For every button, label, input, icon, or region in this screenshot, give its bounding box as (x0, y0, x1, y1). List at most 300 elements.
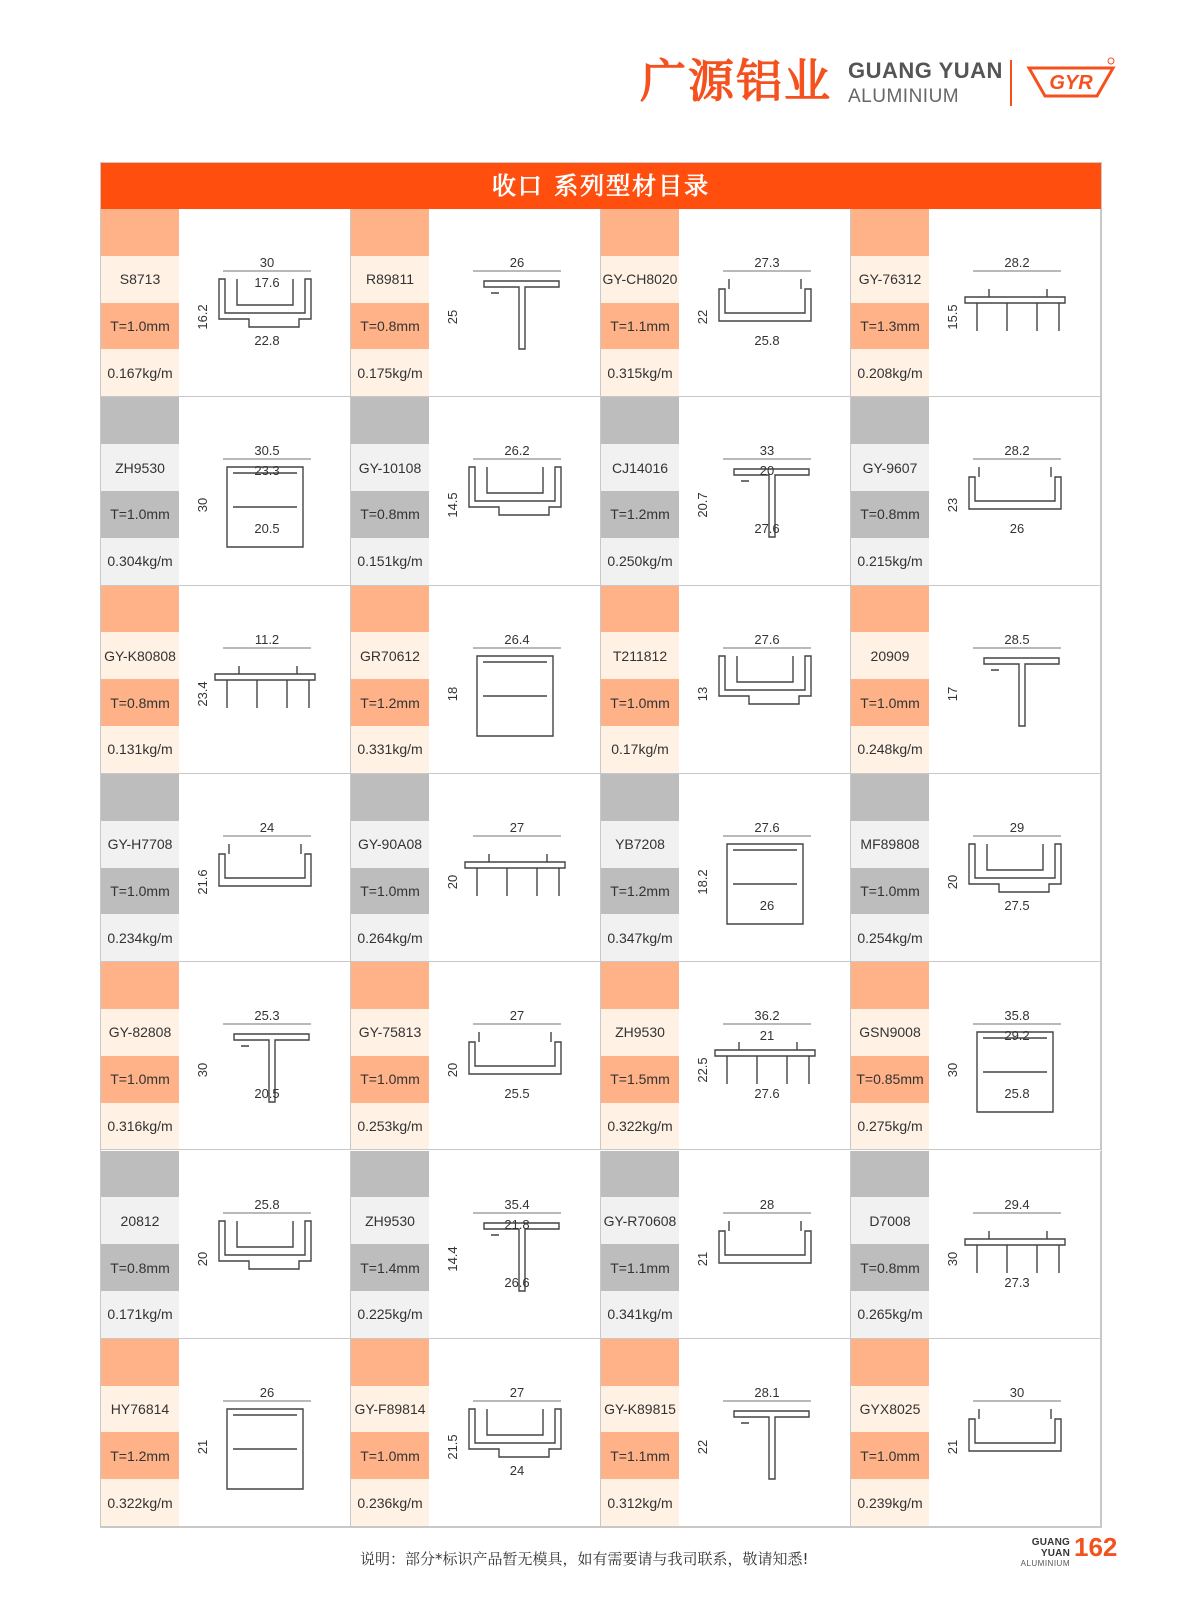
profile-drawing (179, 1151, 351, 1338)
profile-info (101, 962, 179, 1149)
brand-logo-icon (1025, 56, 1117, 106)
profile-info (851, 1339, 929, 1526)
profile-drawing (429, 209, 601, 396)
dimension-label: 25.8 (254, 1196, 280, 1212)
dimension-label: 13 (695, 686, 710, 701)
color-band (851, 1339, 929, 1386)
profile-info (601, 1151, 679, 1338)
profile-info (601, 586, 679, 773)
profile-section-icon (929, 962, 1101, 1150)
dimension-label: 25.8 (1004, 1086, 1030, 1102)
profile-code: GY-9607 (851, 444, 929, 491)
dimension-label: 20 (759, 463, 775, 479)
color-band (601, 209, 679, 256)
profile-thickness: T=1.0mm (101, 1056, 179, 1103)
profile-info (101, 1151, 179, 1338)
profile-drawing (929, 586, 1101, 773)
profile-section-icon (929, 586, 1101, 774)
profile-thickness: T=1.0mm (101, 303, 179, 350)
profile-thickness: T=1.0mm (601, 679, 679, 726)
footer-brand (1000, 1537, 1070, 1568)
profile-thickness: T=1.0mm (351, 868, 429, 915)
profile-drawing (929, 1151, 1101, 1338)
profile-drawing (429, 1151, 601, 1338)
brand-name-cn: 广源铝业 (640, 54, 832, 108)
dimension-label: 21 (945, 1439, 960, 1455)
color-band (601, 397, 679, 444)
profile-drawing (679, 209, 851, 396)
profile-weight: 0.167kg/m (101, 349, 179, 396)
profile-outline (215, 666, 315, 708)
profile-cell (601, 962, 851, 1150)
dimension-label: 28 (759, 1196, 775, 1212)
profile-weight: 0.254kg/m (851, 914, 929, 961)
dimension-label: 21 (759, 1028, 775, 1044)
profile-code: GY-H7708 (101, 821, 179, 868)
profile-weight: 0.316kg/m (101, 1103, 179, 1150)
profile-weight: 0.253kg/m (351, 1103, 429, 1150)
catalog-title: 收口 系列型材目录 (101, 163, 1101, 209)
profile-drawing (179, 586, 351, 773)
profile-thickness: T=1.1mm (601, 1432, 679, 1479)
profile-code: GY-10108 (351, 444, 429, 491)
profile-thickness: T=1.2mm (601, 491, 679, 538)
dimension-label: 20 (445, 1062, 460, 1078)
profile-code: R89811 (351, 256, 429, 303)
dimension-label: 26.2 (504, 443, 530, 459)
profile-weight: 0.248kg/m (851, 726, 929, 773)
profile-weight: 0.264kg/m (351, 914, 429, 961)
dimension-label: 20.5 (254, 521, 280, 537)
color-band (351, 1339, 429, 1386)
profile-drawing (679, 962, 851, 1149)
page-number: 162 (1074, 1532, 1118, 1562)
profile-section-icon (429, 1339, 601, 1527)
dimension-label: 27.3 (754, 255, 780, 270)
profile-section-icon (929, 209, 1101, 397)
dimension-label: 27.6 (754, 521, 780, 537)
profile-weight: 0.17kg/m (601, 726, 679, 773)
profile-weight: 0.225kg/m (351, 1291, 429, 1338)
dimension-label: 25.5 (504, 1086, 530, 1102)
profile-cell (351, 962, 601, 1150)
profile-weight: 0.171kg/m (101, 1291, 179, 1338)
profile-drawing (679, 774, 851, 961)
profile-thickness: T=1.2mm (601, 868, 679, 915)
dimension-label: 36.2 (754, 1008, 780, 1024)
dimension-label: 22.8 (254, 333, 280, 348)
profile-cell (851, 209, 1101, 397)
profile-info (851, 774, 929, 961)
profile-drawing (179, 962, 351, 1149)
dimension-label: 27 (509, 1008, 525, 1024)
dimension-label: 20.7 (695, 492, 710, 518)
profile-code: HY76814 (101, 1386, 179, 1433)
profile-outline (484, 281, 559, 349)
profile-outline (965, 289, 1065, 331)
profile-outline (219, 1221, 311, 1269)
profile-drawing (429, 962, 601, 1149)
color-band (851, 1151, 929, 1198)
dimension-label: 30 (945, 1062, 960, 1078)
color-band (101, 774, 179, 821)
dimension-label: 22.5 (695, 1057, 710, 1083)
profile-drawing (429, 774, 601, 961)
profile-thickness: T=0.8mm (101, 679, 179, 726)
dimension-label: 11.2 (254, 631, 280, 647)
profile-weight: 0.312kg/m (601, 1479, 679, 1526)
profile-outline (984, 658, 1059, 726)
profile-cell (101, 397, 351, 585)
profile-outline (719, 656, 811, 704)
dimension-label: 30 (195, 498, 210, 513)
dimension-label: 26 (1009, 521, 1025, 537)
profile-info (851, 1151, 929, 1338)
profile-thickness: T=1.5mm (601, 1056, 679, 1103)
profile-thickness: T=0.8mm (851, 491, 929, 538)
dimension-label: 18 (445, 686, 460, 701)
profile-info (601, 397, 679, 584)
profile-info (351, 1151, 429, 1338)
profile-thickness: T=1.0mm (851, 868, 929, 915)
profile-thickness: T=1.0mm (351, 1056, 429, 1103)
dimension-label: 17 (945, 686, 960, 701)
profile-weight: 0.208kg/m (851, 349, 929, 396)
dimension-label: 23.4 (195, 680, 210, 707)
color-band (601, 1151, 679, 1198)
profile-thickness: T=1.0mm (351, 1432, 429, 1479)
profile-cell (351, 586, 601, 774)
profile-code: GY-90A08 (351, 821, 429, 868)
dimension-label: 21 (695, 1251, 710, 1266)
color-band (351, 774, 429, 821)
dimension-label: 35.8 (1004, 1008, 1030, 1024)
profile-weight: 0.234kg/m (101, 914, 179, 961)
profile-code: S8713 (101, 256, 179, 303)
profile-cell (851, 962, 1101, 1150)
profile-section-icon (929, 397, 1101, 585)
profile-section-icon (679, 586, 851, 774)
profile-drawing (929, 962, 1101, 1149)
profile-cell (601, 1151, 851, 1339)
profile-cell (101, 962, 351, 1150)
dimension-label: 27.6 (754, 1086, 780, 1102)
dimension-label: 29 (1009, 819, 1025, 835)
profile-code: CJ14016 (601, 444, 679, 491)
profile-cell (351, 774, 601, 962)
dimension-label: 24 (509, 1462, 525, 1478)
profile-info (351, 397, 429, 584)
profile-drawing (929, 774, 1101, 961)
dimension-label: 28.1 (754, 1384, 780, 1400)
dimension-label: 28.5 (1004, 631, 1030, 647)
profile-code: 20909 (851, 632, 929, 679)
profile-weight: 0.131kg/m (101, 726, 179, 773)
profile-section-icon (679, 1151, 851, 1339)
profile-cell (101, 774, 351, 962)
profile-cell (351, 397, 601, 585)
dimension-label: 23 (945, 498, 960, 513)
profile-info (101, 774, 179, 961)
profile-drawing (429, 1339, 601, 1526)
profile-info (101, 1339, 179, 1526)
profile-code: GY-K80808 (101, 632, 179, 679)
color-band (851, 962, 929, 1009)
dimension-label: 27.6 (754, 819, 780, 835)
dimension-label: 21.5 (445, 1434, 460, 1460)
dimension-label: 33 (759, 443, 775, 459)
profile-section-icon (179, 962, 351, 1150)
profile-cell (601, 1339, 851, 1527)
profile-info (851, 209, 929, 396)
dimension-label: 18.2 (695, 869, 710, 895)
brand-name-en-line2: ALUMINIUM (848, 86, 960, 107)
profile-weight: 0.215kg/m (851, 538, 929, 585)
profile-outline (969, 467, 1061, 509)
profile-section-icon (179, 1151, 351, 1339)
dimension-label: 27 (509, 819, 525, 835)
profile-cell (351, 1151, 601, 1339)
color-band (851, 397, 929, 444)
profile-cell (601, 397, 851, 585)
dimension-label: 30.5 (254, 443, 280, 459)
profile-thickness: T=1.1mm (601, 1244, 679, 1291)
color-band (351, 397, 429, 444)
profile-section-icon (179, 397, 351, 585)
color-band (101, 1339, 179, 1386)
color-band (101, 586, 179, 633)
dimension-label: 30 (1009, 1384, 1025, 1400)
dimension-label: 27 (509, 1384, 525, 1400)
profile-code: ZH9530 (601, 1009, 679, 1056)
profile-cell (351, 1339, 601, 1527)
profile-outline (469, 1409, 561, 1457)
profile-section-icon (429, 962, 601, 1150)
profile-weight: 0.175kg/m (351, 349, 429, 396)
profile-outline (477, 656, 553, 736)
footer-brand-line1: GUANG YUAN (1031, 1537, 1070, 1559)
profile-info (601, 774, 679, 961)
profile-info (101, 397, 179, 584)
color-band (601, 1339, 679, 1386)
profile-drawing (179, 774, 351, 961)
dimension-label: 20 (445, 874, 460, 890)
dimension-label: 25.8 (754, 333, 780, 348)
dimension-label: 21.6 (195, 869, 210, 895)
profile-info (351, 1339, 429, 1526)
profile-drawing (679, 586, 851, 773)
color-band (351, 209, 429, 256)
profile-section-icon (179, 586, 351, 774)
profile-code: YB7208 (601, 821, 679, 868)
dimension-label: 26.6 (504, 1274, 530, 1290)
dimension-label: 27.5 (1004, 897, 1030, 913)
profile-outline (469, 1032, 561, 1074)
dimension-label: 15.5 (945, 304, 960, 330)
profile-code: GY-76312 (851, 256, 929, 303)
color-band (101, 1151, 179, 1198)
profile-cell (851, 1339, 1101, 1527)
profile-weight: 0.315kg/m (601, 349, 679, 396)
dimension-label: 28.2 (1004, 443, 1030, 459)
profile-drawing (429, 397, 601, 584)
dimension-label: 26 (759, 897, 775, 913)
profile-drawing (429, 586, 601, 773)
dimension-label: 24 (259, 819, 275, 835)
profile-section-icon (679, 774, 851, 962)
brand-header (640, 52, 1120, 112)
dimension-label: 26 (259, 1384, 275, 1400)
profile-cell (851, 774, 1101, 962)
profile-code: GY-75813 (351, 1009, 429, 1056)
color-band (101, 209, 179, 256)
color-band (851, 586, 929, 633)
dimension-label: 22 (695, 309, 710, 325)
profile-section-icon (429, 397, 601, 585)
profile-info (601, 209, 679, 396)
profile-section-icon (179, 1339, 351, 1527)
color-band (851, 209, 929, 256)
profile-thickness: T=1.0mm (101, 491, 179, 538)
profile-info (601, 962, 679, 1149)
catalog-table (100, 162, 1102, 1528)
profile-code: GY-CH8020 (601, 256, 679, 303)
profile-weight: 0.331kg/m (351, 726, 429, 773)
profile-thickness: T=0.8mm (351, 303, 429, 350)
profile-cell (601, 586, 851, 774)
dimension-label: 35.4 (504, 1196, 530, 1212)
dimension-label: 14.4 (445, 1245, 460, 1272)
dimension-label: 26 (509, 255, 525, 270)
profile-code: ZH9530 (351, 1197, 429, 1244)
profile-code: D7008 (851, 1197, 929, 1244)
profile-code: GSN9008 (851, 1009, 929, 1056)
profile-outline (219, 844, 311, 886)
profile-outline (734, 1411, 809, 1479)
profile-section-icon (929, 1339, 1101, 1527)
profile-thickness: T=1.1mm (601, 303, 679, 350)
profile-section-icon (429, 774, 601, 962)
dimension-label: 17.6 (254, 275, 280, 290)
profile-thickness: T=1.0mm (851, 1432, 929, 1479)
profile-outline (465, 854, 565, 896)
profile-section-icon (179, 209, 351, 397)
profile-info (101, 586, 179, 773)
profile-info (351, 586, 429, 773)
dimension-label: 30 (259, 255, 275, 270)
profile-thickness: T=1.4mm (351, 1244, 429, 1291)
profile-weight: 0.322kg/m (601, 1103, 679, 1150)
profile-drawing (179, 209, 351, 396)
profile-info (351, 209, 429, 396)
profile-cell (101, 586, 351, 774)
profile-weight: 0.151kg/m (351, 538, 429, 585)
profile-cell (101, 1339, 351, 1527)
color-band (351, 586, 429, 633)
dimension-label: 29.2 (1004, 1028, 1030, 1044)
color-band (101, 962, 179, 1009)
profile-info (851, 586, 929, 773)
profile-section-icon (679, 1339, 851, 1527)
profile-drawing (179, 397, 351, 584)
profile-code: ZH9530 (101, 444, 179, 491)
profile-drawing (929, 1339, 1101, 1526)
profile-weight: 0.265kg/m (851, 1291, 929, 1338)
profile-weight: 0.304kg/m (101, 538, 179, 585)
profile-section-icon (429, 586, 601, 774)
color-band (101, 397, 179, 444)
profile-code: MF89808 (851, 821, 929, 868)
dimension-label: 30 (195, 1062, 210, 1078)
profile-weight: 0.341kg/m (601, 1291, 679, 1338)
dimension-label: 29.4 (1004, 1196, 1030, 1212)
profile-code: GY-82808 (101, 1009, 179, 1056)
profile-cell (101, 209, 351, 397)
profile-section-icon (429, 1151, 601, 1339)
profile-drawing (179, 1339, 351, 1526)
color-band (351, 962, 429, 1009)
profile-outline (969, 1409, 1061, 1451)
color-band (601, 586, 679, 633)
dimension-label: 23.3 (254, 463, 280, 479)
profile-weight: 0.275kg/m (851, 1103, 929, 1150)
brand-divider (1010, 60, 1012, 106)
profile-outline (719, 279, 811, 321)
color-band (601, 774, 679, 821)
dimension-label: 20 (945, 874, 960, 890)
dimension-label: 25.3 (254, 1008, 280, 1024)
profile-weight: 0.250kg/m (601, 538, 679, 585)
dimension-label: 14.5 (445, 492, 460, 518)
color-band (601, 962, 679, 1009)
color-band (851, 774, 929, 821)
profile-section-icon (679, 962, 851, 1150)
profile-code: GY-R70608 (601, 1197, 679, 1244)
profile-outline (469, 467, 561, 515)
profile-weight: 0.322kg/m (101, 1479, 179, 1526)
profile-code: T211812 (601, 632, 679, 679)
profile-code: GY-F89814 (351, 1386, 429, 1433)
profile-code: GR70612 (351, 632, 429, 679)
profile-cell (601, 774, 851, 962)
profile-thickness: T=0.85mm (851, 1056, 929, 1103)
profile-thickness: T=0.8mm (851, 1244, 929, 1291)
profile-thickness: T=1.3mm (851, 303, 929, 350)
profile-thickness: T=1.0mm (101, 868, 179, 915)
profile-cell (601, 209, 851, 397)
brand-name-en-line1: GUANG YUAN (848, 58, 1003, 83)
profile-info (851, 962, 929, 1149)
dimension-label: 26.4 (504, 631, 530, 647)
profile-cell (351, 209, 601, 397)
profile-section-icon (179, 774, 351, 962)
profile-section-icon (679, 397, 851, 585)
profile-section-icon (679, 209, 851, 397)
catalog-grid (101, 209, 1101, 1527)
dimension-label: 16.2 (195, 304, 210, 330)
dimension-label: 21 (195, 1439, 210, 1455)
color-band (351, 1151, 429, 1198)
dimension-label: 22 (695, 1439, 710, 1455)
profile-cell (101, 1151, 351, 1339)
profile-drawing (679, 397, 851, 584)
dimension-label: 20.5 (254, 1086, 280, 1102)
profile-section-icon (929, 1151, 1101, 1339)
profile-outline (227, 1409, 303, 1489)
profile-outline (969, 844, 1061, 892)
profile-info (351, 774, 429, 961)
profile-info (851, 397, 929, 584)
